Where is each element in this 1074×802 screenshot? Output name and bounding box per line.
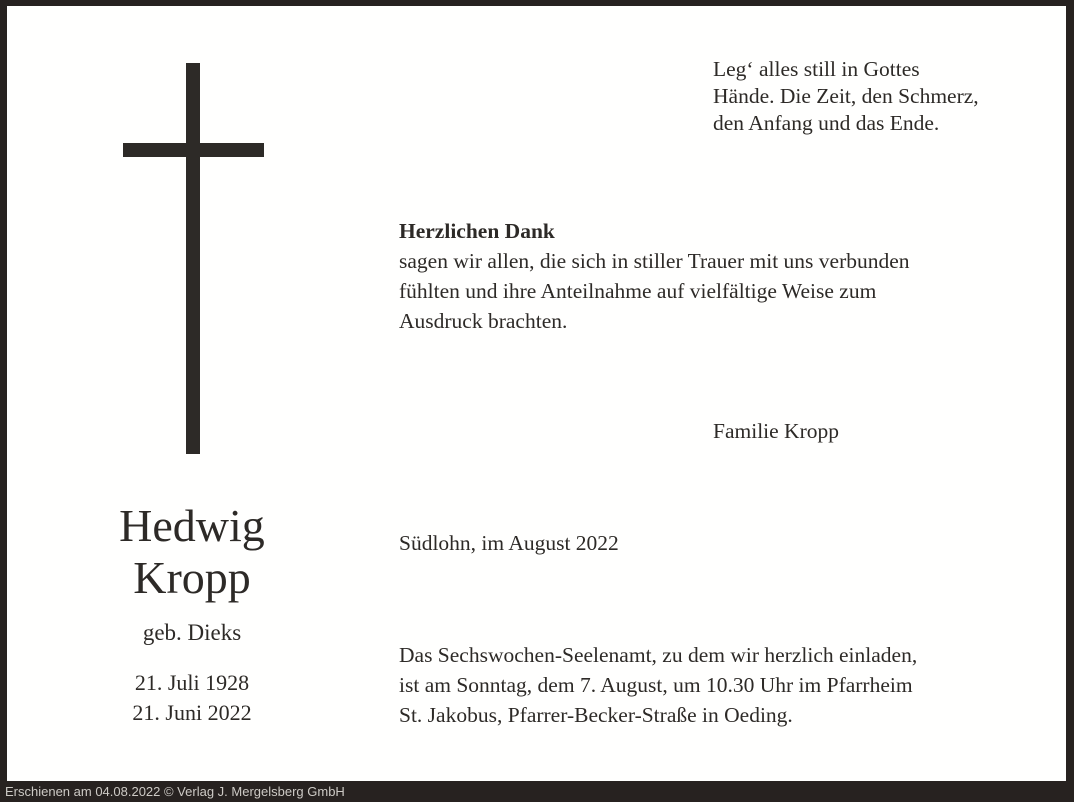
thanks-line: Ausdruck brachten.: [399, 309, 568, 333]
service-line: Das Sechswochen-Seelenamt, zu dem wir herzlich einladen,: [399, 643, 918, 667]
verse-line: Leg‘ alles still in Gottes: [713, 57, 920, 81]
birth-date: 21. Juli 1928: [134, 670, 250, 695]
service-announcement: [399, 640, 917, 730]
verse-line: Hände. Die Zeit, den Schmerz,: [713, 84, 979, 108]
service-line: St. Jakobus, Pfarrer-Becker-Straße in Oeding.: [399, 703, 793, 727]
cross-horizontal-bar: [123, 143, 264, 157]
death-date: 21. Juni 2022: [132, 700, 252, 725]
cross-vertical-bar: [186, 63, 200, 454]
thanks-line: fühlten und ihre Anteilnahme auf vielfältige Weise zum: [399, 279, 877, 303]
deceased-first-name: Hedwig: [119, 500, 265, 551]
verse-line: den Anfang und das Ende.: [713, 111, 940, 135]
thanks-heading: Herzlichen Dank: [399, 219, 555, 243]
notice-card: [7, 6, 1066, 781]
deceased-birth-name: geb. Dieks: [142, 620, 242, 645]
thanks-block: [399, 216, 910, 336]
deceased-last-name: Kropp: [133, 552, 251, 603]
deceased-name: [62, 500, 322, 604]
publication-footer: Erschienen am 04.08.2022 © Verlag J. Mergelsberg GmbH: [5, 784, 345, 799]
place-and-date: Südlohn, im August 2022: [399, 531, 619, 555]
latin-cross-icon: [123, 63, 264, 454]
family-signature: Familie Kropp: [713, 419, 839, 443]
life-dates: [62, 668, 322, 728]
thanks-line: sagen wir allen, die sich in stiller Trauer mit uns verbunden: [399, 249, 910, 273]
memorial-verse: [713, 56, 979, 137]
service-line: ist am Sonntag, dem 7. August, um 10.30 Uhr im Pfarrheim: [399, 673, 913, 697]
